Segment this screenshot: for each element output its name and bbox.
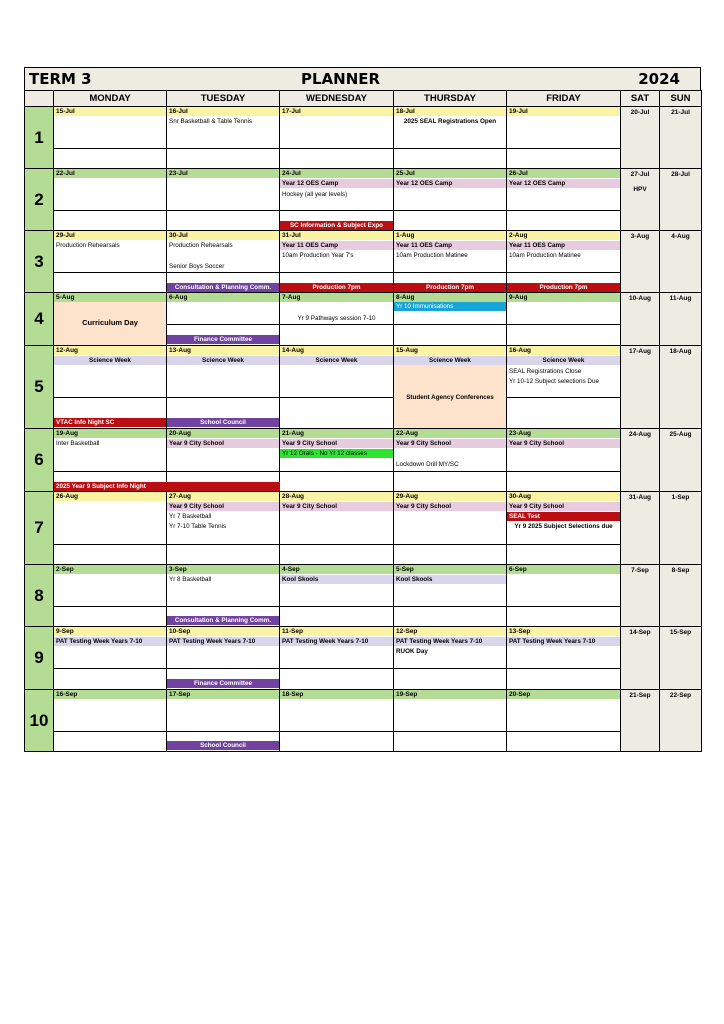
cell-divider (167, 471, 279, 472)
sat-cell (621, 231, 660, 293)
day-cell[interactable] (167, 492, 280, 565)
cell-divider (280, 272, 393, 273)
calendar-event[interactable]: Inter Basketball (56, 440, 100, 447)
calendar-event[interactable]: Senior Boys Soccer (169, 263, 225, 270)
sat-cell (621, 169, 660, 231)
calendar-event[interactable]: Yr 7-10 Table Tennis (169, 523, 227, 530)
term-planner (24, 67, 701, 752)
week-row (25, 492, 702, 565)
sat-date: 24-Aug (628, 431, 652, 438)
day-cell[interactable] (507, 492, 621, 565)
cell-divider (280, 668, 393, 669)
day-cell[interactable] (394, 565, 507, 627)
sun-date: 15-Sep (669, 629, 692, 636)
cell-divider (394, 324, 506, 325)
day-date: 5-Sep (394, 565, 506, 574)
sat-cell (621, 293, 660, 346)
day-date: 30-Aug (507, 492, 620, 501)
day-date: 2-Sep (54, 565, 166, 574)
cell-divider (167, 668, 279, 669)
day-cell[interactable] (54, 565, 167, 627)
calendar-event[interactable]: PAT Testing Week Years 7-10 (167, 637, 279, 646)
day-cell[interactable] (167, 293, 280, 346)
week-row (25, 293, 702, 346)
calendar-event[interactable]: Year 9 City School (394, 439, 506, 448)
cell-divider (507, 272, 620, 273)
calendar-event[interactable]: PAT Testing Week Years 7-10 (54, 637, 166, 646)
header-tuesday: TUESDAY (167, 91, 280, 107)
week-header-blank (25, 91, 54, 107)
cell-divider (507, 544, 620, 545)
day-date: 8-Aug (394, 293, 506, 302)
cell-divider (507, 731, 620, 732)
day-date: 17-Jul (280, 107, 393, 116)
day-cell[interactable] (280, 429, 394, 492)
calendar-event[interactable]: Consultation & Planning Comm. (167, 283, 279, 292)
calendar-event[interactable]: Year 9 City School (280, 439, 393, 448)
day-date: 19-Jul (507, 107, 620, 116)
day-date: 9-Sep (54, 627, 166, 636)
day-date: 16-Sep (54, 690, 166, 699)
sun-cell (660, 627, 702, 690)
day-date: 19-Sep (394, 690, 506, 699)
cell-divider (54, 471, 166, 472)
week-number: 8 (25, 565, 54, 627)
day-cell[interactable] (280, 565, 394, 627)
sun-date: 25-Aug (669, 431, 692, 438)
day-cell[interactable] (507, 169, 621, 231)
calendar-event[interactable]: Production 7pm (280, 283, 393, 292)
day-cell[interactable] (394, 429, 507, 492)
sun-cell (660, 231, 702, 293)
week-number: 7 (25, 492, 54, 565)
day-date: 24-Jul (280, 169, 393, 178)
day-cell[interactable] (394, 293, 507, 346)
title-bar (24, 67, 701, 90)
cell-divider (54, 397, 166, 398)
day-cell[interactable] (167, 107, 280, 169)
day-cell[interactable] (280, 346, 394, 429)
cell-divider (507, 148, 620, 149)
cell-divider (394, 272, 506, 273)
day-cell[interactable] (507, 690, 621, 752)
cell-divider (280, 606, 393, 607)
week-number: 5 (25, 346, 54, 429)
day-date: 6-Sep (507, 565, 620, 574)
year-label: 2024 (638, 70, 680, 88)
calendar-event[interactable]: RUOK Day (396, 648, 428, 655)
cell-divider (167, 272, 279, 273)
cell-divider (394, 668, 506, 669)
calendar-event[interactable]: PAT Testing Week Years 7-10 (280, 637, 393, 646)
day-date: 22-Aug (394, 429, 506, 438)
sat-cell (621, 627, 660, 690)
calendar-event[interactable]: VTAC Info Night SC (54, 418, 166, 427)
day-cell[interactable] (507, 293, 621, 346)
day-cell[interactable] (167, 169, 280, 231)
sat-date: 3-Aug (630, 233, 650, 240)
week-number: 6 (25, 429, 54, 492)
week-number: 3 (25, 231, 54, 293)
calendar-event[interactable]: Science Week (54, 356, 166, 365)
calendar-event[interactable]: Yr 12 Orals - No Yr 12 classes (280, 449, 393, 458)
day-date: 23-Aug (507, 429, 620, 438)
cell-divider (280, 731, 393, 732)
cell-divider (54, 731, 166, 732)
calendar-event[interactable]: Year 12 OES Camp (394, 179, 506, 188)
day-cell[interactable] (54, 346, 167, 429)
sat-date: 10-Aug (628, 295, 652, 302)
calendar-event[interactable]: Curriculum Day (82, 318, 138, 327)
sun-date: 21-Jul (671, 109, 690, 116)
day-date: 10-Sep (167, 627, 279, 636)
calendar-event[interactable]: Year 9 City School (167, 439, 279, 448)
sat-date: 7-Sep (631, 567, 649, 574)
day-date: 14-Aug (280, 346, 393, 355)
day-date: 19-Aug (54, 429, 166, 438)
sat-date: 27-Jul (630, 171, 650, 178)
day-date: 20-Sep (507, 690, 620, 699)
planner-table (24, 90, 702, 752)
day-cell[interactable] (54, 169, 167, 231)
week-row (25, 429, 702, 492)
sat-cell (621, 429, 660, 492)
calendar-event[interactable]: PAT Testing Week Years 7-10 (507, 637, 620, 646)
calendar-event[interactable]: Kool Skools (280, 575, 393, 584)
cell-divider (507, 606, 620, 607)
day-cell[interactable] (54, 627, 167, 690)
day-cell[interactable] (280, 293, 394, 346)
calendar-event[interactable]: 10am Production Year 7's (282, 252, 354, 259)
day-cell[interactable] (394, 690, 507, 752)
calendar-event[interactable]: Yr 8 Basketball (169, 576, 212, 583)
week-row (25, 565, 702, 627)
day-date: 5-Aug (54, 293, 166, 302)
day-cell[interactable] (507, 429, 621, 492)
day-cell[interactable] (54, 231, 167, 293)
day-date: 26-Jul (507, 169, 620, 178)
cell-divider (54, 668, 166, 669)
day-date: 26-Aug (54, 492, 166, 501)
cell-divider (167, 397, 279, 398)
week-number: 10 (25, 690, 54, 752)
day-cell[interactable] (54, 690, 167, 752)
calendar-event[interactable]: Year 11 OES Camp (394, 241, 506, 250)
sun-date: 1-Sep (671, 494, 690, 501)
calendar-event[interactable]: Finance Committee (167, 335, 279, 344)
day-cell[interactable] (394, 346, 507, 429)
calendar-event[interactable]: 2025 Year 9 Subject Info Night (54, 482, 280, 491)
day-cell[interactable] (167, 627, 280, 690)
sat-cell (621, 107, 660, 169)
weeks-body (25, 107, 702, 752)
week-number: 4 (25, 293, 54, 346)
day-date: 25-Jul (394, 169, 506, 178)
day-date: 2-Aug (507, 231, 620, 240)
sun-date: 8-Sep (671, 567, 690, 574)
cell-divider (54, 544, 166, 545)
day-cell[interactable] (507, 107, 621, 169)
cell-divider (280, 471, 393, 472)
day-header-row (25, 91, 702, 107)
day-date: 16-Jul (167, 107, 279, 116)
day-cell[interactable] (507, 346, 621, 429)
calendar-event[interactable]: Hockey (all year levels) (282, 191, 348, 198)
sat-date: 20-Jul (630, 109, 650, 116)
header-thursday: THURSDAY (394, 91, 507, 107)
calendar-event[interactable]: Science Week (507, 356, 620, 365)
cell-divider (507, 210, 620, 211)
cell-divider (167, 210, 279, 211)
calendar-event[interactable]: Yr 9 Pathways session 7-10 (297, 315, 376, 322)
day-date: 13-Sep (507, 627, 620, 636)
calendar-event[interactable]: Snr Basketball & Table Tennis (169, 118, 253, 125)
sun-date: 11-Aug (669, 295, 692, 302)
calendar-event[interactable]: Production 7pm (394, 283, 506, 292)
calendar-event[interactable]: Lockdown Drill MY/SC (396, 461, 459, 468)
cell-divider (167, 324, 279, 325)
calendar-event[interactable]: SEAL Test (507, 512, 620, 521)
calendar-event[interactable]: Yr 10 Immunisations (394, 302, 506, 311)
day-cell[interactable] (394, 492, 507, 565)
calendar-event[interactable]: School Council (167, 418, 279, 427)
day-date: 30-Jul (167, 231, 279, 240)
calendar-event[interactable]: Kool Skools (394, 575, 506, 584)
day-cell[interactable] (54, 429, 167, 492)
day-date: 6-Aug (167, 293, 279, 302)
cell-divider (280, 397, 393, 398)
day-date: 9-Aug (507, 293, 620, 302)
cell-divider (507, 668, 620, 669)
cell-divider (507, 324, 620, 325)
sun-cell (660, 346, 702, 429)
day-date: 17-Sep (167, 690, 279, 699)
calendar-event[interactable]: Finance Committee (167, 679, 279, 688)
cell-divider (167, 731, 279, 732)
calendar-event[interactable]: Year 9 City School (507, 502, 620, 511)
sat-cell (621, 492, 660, 565)
day-cell[interactable] (167, 565, 280, 627)
week-number: 1 (25, 107, 54, 169)
sun-date: 28-Jul (671, 171, 690, 178)
calendar-event[interactable]: 10am Production Matinee (509, 252, 581, 259)
header-wednesday: WEDNESDAY (280, 91, 394, 107)
day-date: 11-Sep (280, 627, 393, 636)
calendar-event[interactable]: Science Week (394, 356, 506, 365)
header-sun: SUN (660, 91, 702, 107)
sun-cell (660, 293, 702, 346)
cell-divider (394, 148, 506, 149)
day-cell[interactable] (394, 169, 507, 231)
cell-divider (54, 272, 166, 273)
calendar-event[interactable]: Yr 9 2025 Subject Selections due (514, 523, 613, 530)
calendar-event[interactable]: 2025 SEAL Registrations Open (403, 118, 497, 125)
header-friday: FRIDAY (507, 91, 621, 107)
day-cell[interactable] (280, 492, 394, 565)
day-date: 12-Sep (394, 627, 506, 636)
day-date: 15-Aug (394, 346, 506, 355)
calendar-event[interactable]: Yr 10-12 Subject selections Due (509, 378, 599, 385)
calendar-event[interactable]: Year 11 OES Camp (507, 241, 620, 250)
day-cell[interactable] (280, 107, 394, 169)
day-date: 4-Sep (280, 565, 393, 574)
day-date: 20-Aug (167, 429, 279, 438)
calendar-event[interactable]: Consultation & Planning Comm. (167, 616, 279, 625)
sat-date: 31-Aug (628, 494, 652, 501)
day-cell[interactable] (507, 565, 621, 627)
day-cell[interactable] (280, 690, 394, 752)
cell-divider (54, 606, 166, 607)
day-date: 29-Jul (54, 231, 166, 240)
header-sat: SAT (621, 91, 660, 107)
day-cell[interactable] (394, 107, 507, 169)
day-date: 28-Aug (280, 492, 393, 501)
cell-divider (507, 397, 620, 398)
cell-divider (54, 148, 166, 149)
calendar-event[interactable]: Production 7pm (507, 283, 620, 292)
sat-cell (621, 565, 660, 627)
cell-divider (394, 210, 506, 211)
sun-cell (660, 492, 702, 565)
cell-divider (280, 210, 393, 211)
day-date: 7-Aug (280, 293, 393, 302)
day-date: 23-Jul (167, 169, 279, 178)
day-date: 31-Jul (280, 231, 393, 240)
day-date: 13-Aug (167, 346, 279, 355)
day-cell[interactable] (54, 293, 167, 346)
week-row (25, 169, 702, 231)
sat-date: 17-Aug (628, 348, 652, 355)
calendar-event[interactable]: SEAL Registrations Close (509, 368, 582, 375)
day-cell[interactable] (54, 107, 167, 169)
day-cell[interactable] (507, 231, 621, 293)
sat-cell (621, 346, 660, 429)
calendar-event[interactable]: Year 9 City School (394, 502, 506, 511)
cell-divider (394, 731, 506, 732)
day-date: 1-Aug (394, 231, 506, 240)
cell-divider (54, 210, 166, 211)
sun-date: 22-Sep (669, 692, 692, 699)
week-row (25, 690, 702, 752)
calendar-event[interactable]: Science Week (167, 356, 279, 365)
day-cell[interactable] (280, 231, 394, 293)
sun-date: 18-Aug (669, 348, 692, 355)
cell-divider (394, 544, 506, 545)
cell-divider (167, 148, 279, 149)
day-date: 21-Aug (280, 429, 393, 438)
calendar-event[interactable]: Student Agency Conferences (406, 394, 494, 401)
cell-divider (280, 324, 393, 325)
day-date: 18-Sep (280, 690, 393, 699)
calendar-event[interactable]: Year 9 City School (280, 502, 393, 511)
day-date: 18-Jul (394, 107, 506, 116)
week-row (25, 627, 702, 690)
calendar-event[interactable]: 10am Production Matinee (396, 252, 468, 259)
week-row (25, 231, 702, 293)
week-row (25, 346, 702, 429)
calendar-event[interactable]: SC Information & Subject Expo (280, 221, 393, 230)
cell-divider (280, 148, 393, 149)
week-row (25, 107, 702, 169)
sun-cell (660, 107, 702, 169)
calendar-event[interactable]: PAT Testing Week Years 7-10 (394, 637, 506, 646)
week-number: 9 (25, 627, 54, 690)
calendar-event[interactable]: Year 12 OES Camp (280, 179, 393, 188)
sat-date: 21-Sep (629, 692, 651, 699)
day-date: 16-Aug (507, 346, 620, 355)
day-cell[interactable] (280, 169, 394, 231)
day-cell[interactable] (167, 346, 280, 429)
calendar-event[interactable]: Science Week (280, 356, 393, 365)
day-cell[interactable] (167, 690, 280, 752)
calendar-event[interactable]: School Council (167, 741, 279, 750)
sun-date: 4-Aug (671, 233, 690, 240)
day-date: 29-Aug (394, 492, 506, 501)
day-date: 3-Sep (167, 565, 279, 574)
sat-event[interactable]: HPV (633, 186, 647, 193)
day-cell[interactable] (394, 231, 507, 293)
sat-date: 14-Sep (629, 629, 651, 636)
day-cell[interactable] (507, 627, 621, 690)
cell-divider (167, 606, 279, 607)
calendar-event[interactable]: Year 11 OES Camp (280, 241, 393, 250)
day-cell[interactable] (167, 231, 280, 293)
sun-cell (660, 429, 702, 492)
day-date: 15-Jul (54, 107, 166, 116)
sun-cell (660, 690, 702, 752)
calendar-event[interactable]: Yr 7 Basketball (169, 513, 212, 520)
day-date: 27-Aug (167, 492, 279, 501)
day-date: 12-Aug (54, 346, 166, 355)
day-cell[interactable] (54, 492, 167, 565)
term-label: TERM 3 (29, 70, 92, 88)
day-date: 22-Jul (54, 169, 166, 178)
header-monday: MONDAY (54, 91, 167, 107)
cell-divider (394, 471, 506, 472)
calendar-event[interactable]: Production Rehearsals (56, 242, 120, 249)
calendar-event[interactable]: Year 9 City School (167, 502, 279, 511)
week-number: 2 (25, 169, 54, 231)
calendar-event[interactable]: Year 9 City School (507, 439, 620, 448)
day-cell[interactable] (280, 627, 394, 690)
sun-cell (660, 565, 702, 627)
calendar-event[interactable]: Production Rehearsals (169, 242, 233, 249)
cell-divider (507, 471, 620, 472)
cell-divider (394, 606, 506, 607)
sun-cell (660, 169, 702, 231)
cell-divider (280, 544, 393, 545)
day-cell[interactable] (394, 627, 507, 690)
calendar-event[interactable]: Year 12 OES Camp (507, 179, 620, 188)
cell-divider (167, 544, 279, 545)
planner-title: PLANNER (301, 70, 381, 88)
sat-cell (621, 690, 660, 752)
